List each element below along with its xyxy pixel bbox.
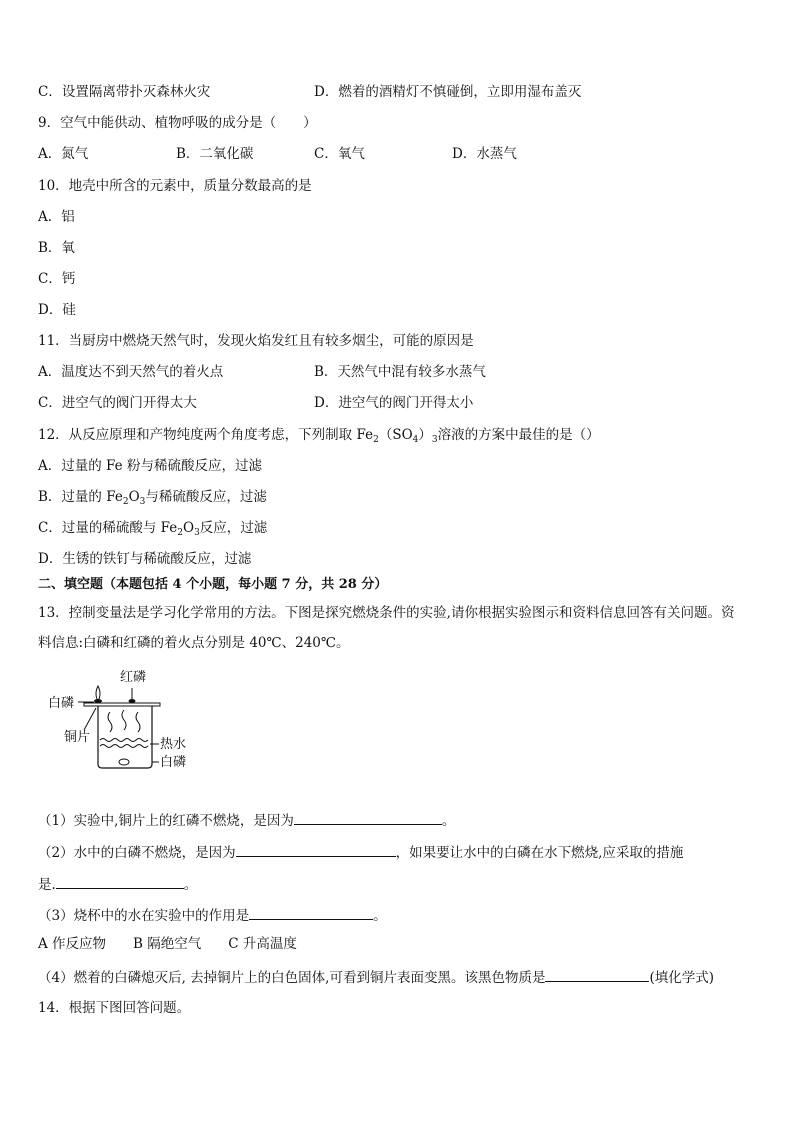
answer-blank-3[interactable] xyxy=(249,905,373,920)
label-white-phosphorus-top: 白磷 xyxy=(48,696,75,711)
q9-option-c: C．氧气 xyxy=(314,146,365,162)
steam-line-2 xyxy=(122,710,126,730)
flame-icon xyxy=(96,686,100,701)
steam-line-3 xyxy=(136,712,140,732)
q12-stem: 12．从反应原理和产物纯度两个角度考虑，下列制取 $Fe_2(SO_4)_3$溶液的方案中最佳的是（） xyxy=(38,427,600,445)
answer-blank-2a[interactable] xyxy=(236,842,396,857)
q8-option-d: D．燃着的酒精灯不慎碰倒，立即用湿布盖灭 xyxy=(314,84,582,100)
white-phosphorus-burning xyxy=(94,699,102,703)
q8-option-c: C．设置隔离带扑灭森林火灾 xyxy=(38,84,211,100)
q13-sub4: （4）燃着的白磷熄灭后, 去掉铜片上的白色固体,可看到铜片表面变黑。该黑色物质是 (填化学式) xyxy=(38,967,714,987)
label-hot-water: 热水 xyxy=(160,737,187,752)
label-copper-sheet: 铜片 xyxy=(64,730,91,745)
water-surface xyxy=(100,739,148,742)
q11-option-c: C．进空气的阀门开得太大 xyxy=(38,395,197,411)
label-white-phosphorus-bottom: 白磷 xyxy=(160,755,187,770)
q13-stem-line1: 13．控制变量法是学习化学常用的方法。下图是探究燃烧条件的实验,请你根据实验图示和资料信息回答有关问题。资 xyxy=(38,605,735,621)
combustion-experiment-diagram xyxy=(40,664,200,776)
q14-stem: 14．根据下图回答问题。 xyxy=(38,1000,191,1016)
answer-blank-1[interactable] xyxy=(294,810,442,825)
q11-stem: 11．当厨房中燃烧天然气时，发现火焰发红且有较多烟尘，可能的原因是 xyxy=(38,333,474,349)
q11-option-b: B．天然气中混有较多水蒸气 xyxy=(314,364,486,380)
q9-stem: 9．空气中能供动、植物呼吸的成分是（ ） xyxy=(38,115,317,131)
q13-sub3: （3）烧杯中的水在实验中的作用是 。 xyxy=(38,905,387,925)
q12-option-c: C．过量的稀硫酸与 $Fe_2O_3$反应，过滤 xyxy=(38,520,268,538)
q10-stem: 10．地壳中所含的元素中，质量分数最高的是 xyxy=(38,178,312,194)
copper-sheet xyxy=(84,703,160,706)
q13-sub1: （1）实验中,铜片上的红磷不燃烧，是因为 。 xyxy=(38,810,455,830)
label-red-phosphorus: 红磷 xyxy=(120,670,147,685)
answer-blank-2b[interactable] xyxy=(56,874,184,889)
q10-option-d: D．硅 xyxy=(38,302,76,318)
q10-option-c: C．钙 xyxy=(38,271,76,287)
q13-stem-line2: 料信息:白磷和红磷的着火点分别是 40℃、240℃。 xyxy=(38,635,350,651)
q10-option-b: B．氧 xyxy=(38,240,75,256)
q11-option-a: A．温度达不到天然气的着火点 xyxy=(38,364,224,380)
q9-option-b: B．二氧化碳 xyxy=(176,146,254,162)
red-phosphorus xyxy=(129,699,136,703)
q13-sub2: （2）水中的白磷不燃烧，是因为 ，如果要让水中的白磷在水下燃烧,应采取的措施 xyxy=(38,842,683,862)
q12-option-d: D．生锈的铁钉与稀硫酸反应，过滤 xyxy=(38,551,252,567)
q13-sub3-options: A 作反应物 B 隔绝空气 C 升高温度 xyxy=(38,936,297,952)
q10-option-a: A．铝 xyxy=(38,209,75,225)
q11-option-d: D．进空气的阀门开得太小 xyxy=(314,395,474,411)
q13-sub2-line2: 是. 。 xyxy=(38,874,197,894)
section-heading: 二、填空题（本题包括 4 个小题，每小题 7 分，共 28 分） xyxy=(38,577,388,592)
water-wave xyxy=(100,745,148,748)
answer-blank-4[interactable] xyxy=(545,967,649,982)
q12-option-a: A．过量的 Fe 粉与稀硫酸反应，过滤 xyxy=(38,458,262,474)
copper-pointer xyxy=(84,708,96,730)
q9-option-d: D．水蒸气 xyxy=(452,146,517,162)
q9-option-a: A．氮气 xyxy=(38,146,89,162)
white-phosphorus-underwater xyxy=(119,759,129,765)
steam-line-1 xyxy=(108,712,112,732)
q12-option-b: B．过量的 $Fe_2O_3$与稀硫酸反应，过滤 xyxy=(38,489,267,507)
